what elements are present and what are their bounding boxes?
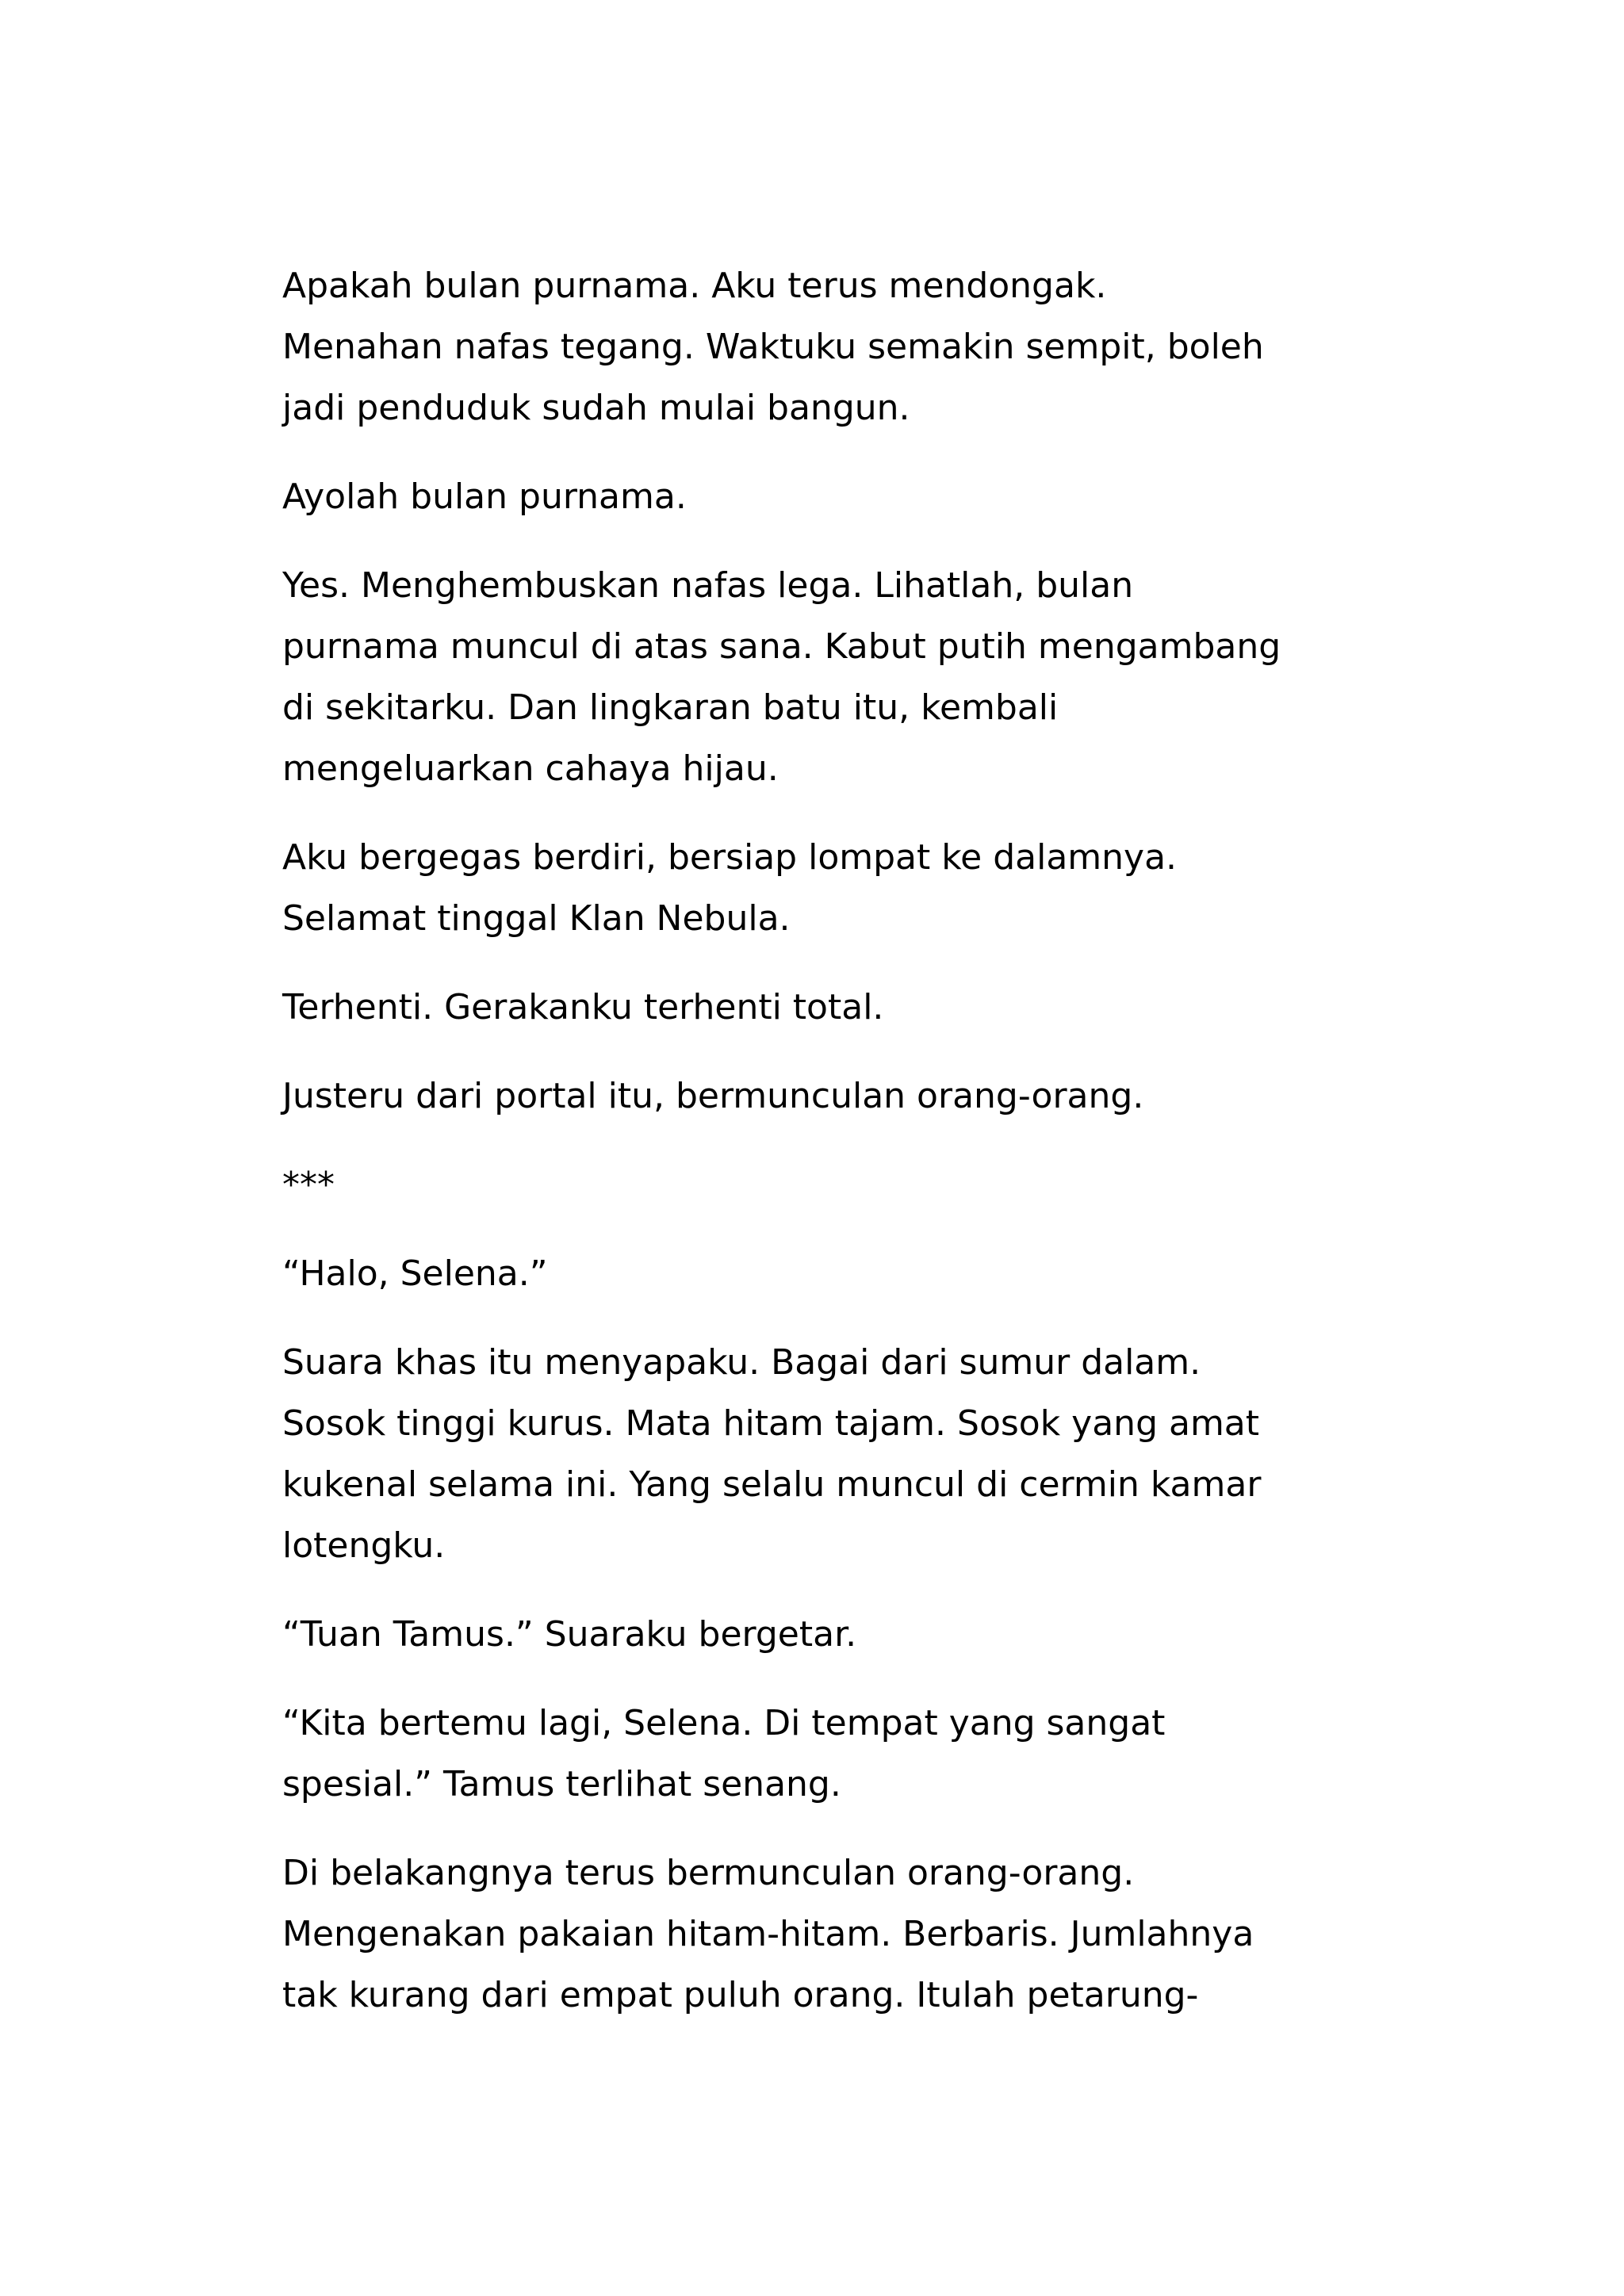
paragraph-2 — [282, 466, 1392, 527]
text-line: Suara khas itu menyapaku. Bagai dari sumur dalam. — [282, 1342, 1201, 1383]
text-line: “Kita bertemu lagi, Selena. Di tempat yang sangat — [282, 1703, 1166, 1743]
text-line: “Tuan Tamus.” Suaraku bergetar. — [282, 1614, 857, 1655]
text-line: Yes. Menghembuskan nafas lega. Lihatlah, bulan — [282, 565, 1134, 606]
paragraph-4 — [282, 827, 1392, 949]
text-line: mengeluarkan cahaya hijau. — [282, 748, 779, 789]
text-line: Selamat tinggal Klan Nebula. — [282, 898, 791, 939]
paragraph-9 — [282, 1332, 1392, 1576]
text-line: “Halo, Selena.” — [282, 1253, 548, 1294]
text-line: Menahan nafas tegang. Waktuku semakin sempit, boleh — [282, 327, 1264, 367]
paragraph-8 — [282, 1243, 1392, 1304]
text-line: Ayolah bulan purnama. — [282, 476, 687, 517]
text-line: Aku bergegas berdiri, bersiap lompat ke dalamnya. — [282, 837, 1178, 878]
text-line: Terhenti. Gerakanku terhenti total. — [282, 987, 884, 1027]
paragraph-3 — [282, 555, 1392, 799]
text-line: spesial.” Tamus terlihat senang. — [282, 1764, 841, 1804]
text-line: Apakah bulan purnama. Aku terus mendongak. — [282, 266, 1107, 306]
text-line: Di belakangnya terus bermunculan orang-orang. — [282, 1853, 1135, 1893]
paragraph-5 — [282, 977, 1392, 1038]
paragraph-6 — [282, 1066, 1392, 1127]
text-line: Justeru dari portal itu, bermunculan orang-orang. — [282, 1076, 1144, 1116]
scene-break — [282, 1154, 1392, 1215]
paragraph-12 — [282, 1843, 1392, 2026]
body-text — [282, 255, 1392, 2053]
text-line: Sosok tinggi kurus. Mata hitam tajam. Sosok yang amat — [282, 1403, 1260, 1444]
paragraph-1 — [282, 255, 1392, 438]
text-line: purnama muncul di atas sana. Kabut putih mengambang — [282, 626, 1281, 667]
text-line: di sekitarku. Dan lingkaran batu itu, kembali — [282, 687, 1059, 728]
text-line: lotengku. — [282, 1525, 446, 1566]
paragraph-11 — [282, 1693, 1392, 1815]
text-line: Mengenakan pakaian hitam-hitam. Berbaris. Jumlahnya — [282, 1914, 1254, 1954]
text-line: tak kurang dari empat puluh orang. Itulah petarung- — [282, 1975, 1199, 2015]
paragraph-10 — [282, 1604, 1392, 1665]
text-line: jadi penduduk sudah mulai bangun. — [282, 388, 910, 428]
scene-break-marker: *** — [282, 1165, 335, 1205]
text-line: kukenal selama ini. Yang selalu muncul di cermin kamar — [282, 1464, 1262, 1505]
